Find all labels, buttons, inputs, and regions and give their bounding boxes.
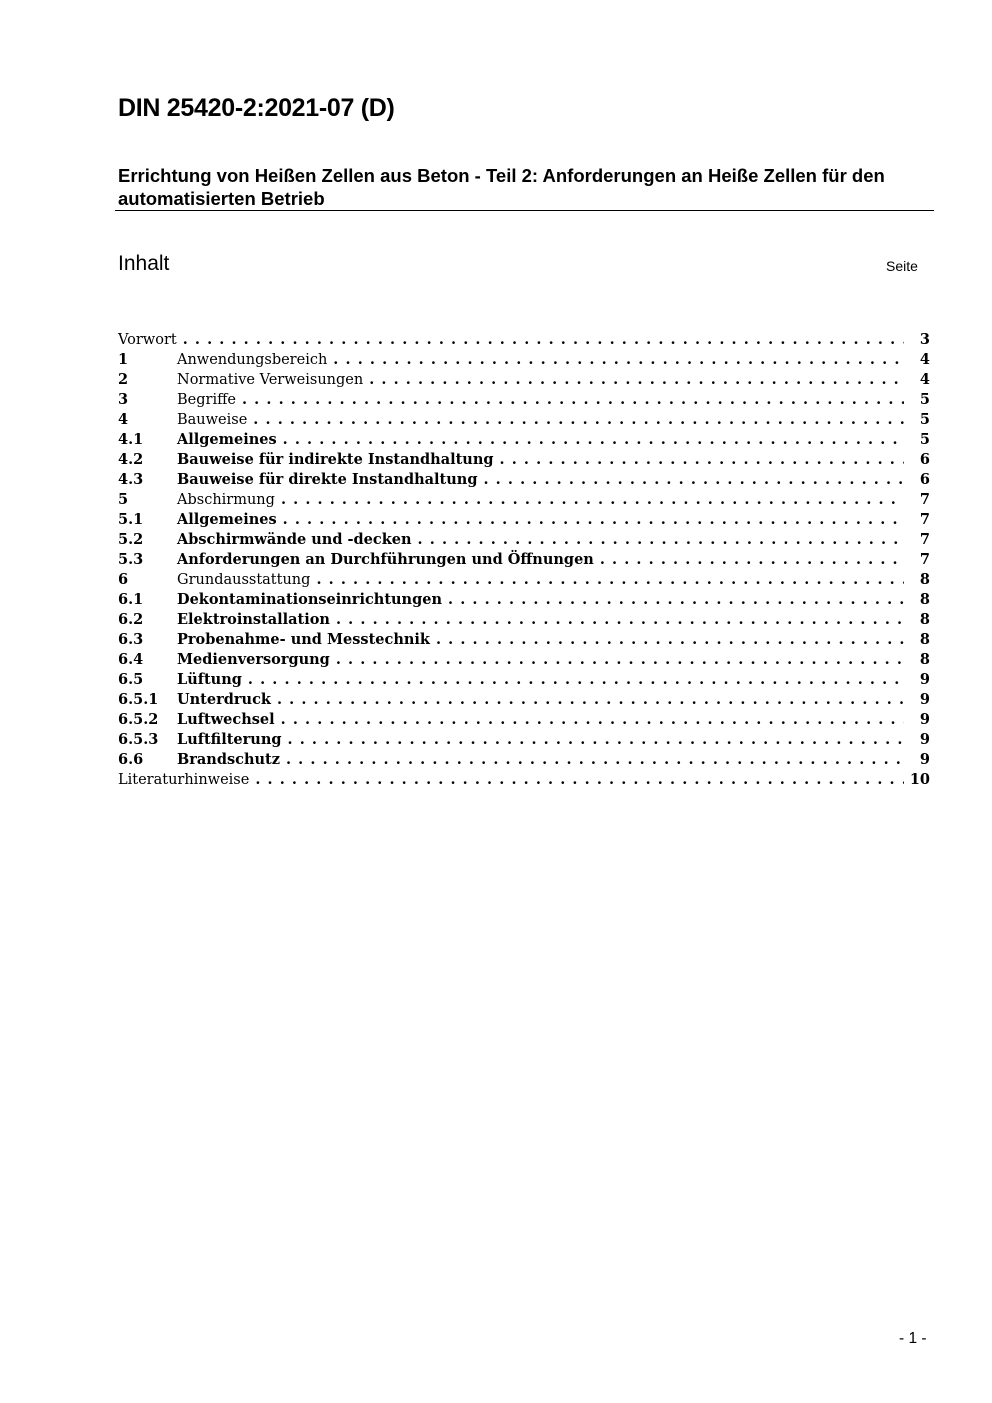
toc-entry-label: Luftfilterung xyxy=(177,731,282,748)
toc-entry-number: 3 xyxy=(118,391,129,408)
toc-entry-number: 1 xyxy=(118,351,129,368)
toc-dot-leader xyxy=(281,490,904,510)
toc-entry-page: 8 xyxy=(919,591,930,608)
toc-entry-label: Bauweise für indirekte Instandhaltung xyxy=(177,451,494,468)
toc-entry-label: Brandschutz xyxy=(177,751,280,768)
toc-dot-leader xyxy=(500,450,904,470)
toc-dot-leader xyxy=(281,710,904,730)
toc-entry-number: 4 xyxy=(118,411,129,428)
toc-entry-number: 6.1 xyxy=(118,591,144,608)
toc-entry-number: 6.5.2 xyxy=(118,711,159,728)
toc-entry-label: Abschirmwände und -decken xyxy=(177,531,412,548)
toc-entry[interactable] xyxy=(118,430,930,450)
toc-entry-label: Probenahme- und Messtechnik xyxy=(177,631,430,648)
toc-entry-label: Luftwechsel xyxy=(177,711,275,728)
toc-dot-leader xyxy=(369,370,904,390)
toc-entry-label: Anwendungsbereich xyxy=(177,352,328,368)
toc-entry-number: 5.2 xyxy=(118,531,144,548)
toc-entry-page: 5 xyxy=(919,391,930,408)
toc-entry-page: 7 xyxy=(919,551,930,568)
toc-entry-page: 5 xyxy=(919,431,930,448)
toc-entry-page: 6 xyxy=(919,471,930,488)
toc-entry-label: Anforderungen an Durchführungen und Öffnungen xyxy=(177,551,594,568)
footer-page-number: - 1 - xyxy=(899,1330,927,1347)
toc-dot-leader xyxy=(283,430,904,450)
toc-dot-leader xyxy=(418,530,904,550)
toc-entry-label: Literaturhinweise xyxy=(118,772,250,788)
toc-entry-label: Abschirmung xyxy=(177,492,275,508)
toc-dot-leader xyxy=(333,350,904,370)
toc-entry-number: 6.5.1 xyxy=(118,691,159,708)
toc-entry-label: Allgemeines xyxy=(177,431,277,448)
toc-entry-number: 6.4 xyxy=(118,651,144,668)
toc-entry-page: 9 xyxy=(919,691,930,708)
toc-entry-label: Normative Verweisungen xyxy=(177,372,364,388)
toc-entry-label: Bauweise für direkte Instandhaltung xyxy=(177,471,478,488)
toc-entry[interactable] xyxy=(118,410,930,430)
toc-entry[interactable] xyxy=(118,350,930,370)
document-id: DIN 25420-2:2021-07 (D) xyxy=(118,94,395,122)
toc-entry[interactable] xyxy=(118,390,930,410)
toc-entry-number: 6.2 xyxy=(118,611,144,628)
toc-entry-page: 7 xyxy=(919,491,930,508)
toc-entry-page: 9 xyxy=(919,711,930,728)
toc-entry-number: 6.6 xyxy=(118,751,144,768)
toc-entry[interactable] xyxy=(118,330,930,350)
toc-entry-label: Lüftung xyxy=(177,671,242,688)
toc-entry-page: 10 xyxy=(909,771,930,788)
toc-entry-number: 5.1 xyxy=(118,511,144,528)
toc-dot-leader xyxy=(448,590,904,610)
toc-entry-page: 6 xyxy=(919,451,930,468)
toc-entry-page: 8 xyxy=(919,631,930,648)
toc-entry-number: 6.3 xyxy=(118,631,144,648)
toc-entry-label: Unterdruck xyxy=(177,691,271,708)
toc-entry[interactable] xyxy=(118,710,930,730)
toc-entry-page: 9 xyxy=(919,731,930,748)
toc-dot-leader xyxy=(600,550,904,570)
toc-entry[interactable] xyxy=(118,750,930,770)
toc-dot-leader xyxy=(336,610,904,630)
toc-dot-leader xyxy=(283,510,904,530)
toc-entry[interactable] xyxy=(118,530,930,550)
toc-entry-page: 4 xyxy=(919,351,930,368)
toc-entry[interactable] xyxy=(118,470,930,490)
page-column-label: Seite xyxy=(886,258,918,274)
toc-entry-number: 6.5.3 xyxy=(118,731,159,748)
toc-entry-number: 5 xyxy=(118,491,129,508)
toc-dot-leader xyxy=(436,630,904,650)
toc-entry-page: 8 xyxy=(919,611,930,628)
title-divider xyxy=(115,210,934,211)
toc-entry[interactable] xyxy=(118,770,930,790)
toc-dot-leader xyxy=(242,390,904,410)
toc-entry-page: 8 xyxy=(919,651,930,668)
toc-entry-number: 5.3 xyxy=(118,551,144,568)
toc-entry-number: 6.5 xyxy=(118,671,144,688)
toc-entry[interactable] xyxy=(118,570,930,590)
toc-entry[interactable] xyxy=(118,490,930,510)
toc-dot-leader xyxy=(288,730,904,750)
toc-entry-number: 4.3 xyxy=(118,471,144,488)
toc-entry[interactable] xyxy=(118,650,930,670)
toc-entry-label: Allgemeines xyxy=(177,511,277,528)
toc-entry-label: Grundausstattung xyxy=(177,572,311,588)
toc-entry-label: Begriffe xyxy=(177,392,236,408)
toc-entry-page: 4 xyxy=(919,371,930,388)
toc-entry[interactable] xyxy=(118,630,930,650)
toc-entry-number: 4.1 xyxy=(118,431,144,448)
toc-entry[interactable] xyxy=(118,610,930,630)
toc-dot-leader xyxy=(286,750,904,770)
toc-entry-number: 4.2 xyxy=(118,451,144,468)
toc-entry-number: 6 xyxy=(118,571,129,588)
toc-entry-label: Dekontaminationseinrichtungen xyxy=(177,591,443,608)
toc-entry-label: Elektroinstallation xyxy=(177,611,330,628)
toc-entry[interactable] xyxy=(118,730,930,750)
toc-dot-leader xyxy=(248,670,904,690)
toc-dot-leader xyxy=(183,330,904,350)
toc-entry-label: Vorwort xyxy=(118,332,177,348)
toc-entry-page: 3 xyxy=(919,331,930,348)
toc-entry-page: 7 xyxy=(919,511,930,528)
toc-dot-leader xyxy=(255,770,903,790)
toc-dot-leader xyxy=(483,470,904,490)
toc-entry[interactable] xyxy=(118,670,930,690)
toc-entry-page: 8 xyxy=(919,571,930,588)
toc-entry-label: Bauweise xyxy=(177,412,248,428)
document-title: Errichtung von Heißen Zellen aus Beton - Teil 2: Anforderungen an Heiße Zellen für den automatisierten Betrieb xyxy=(118,165,885,209)
toc-dot-leader xyxy=(253,410,904,430)
toc-entry[interactable] xyxy=(118,370,930,390)
toc-entry-page: 5 xyxy=(919,411,930,428)
toc-entry-page: 9 xyxy=(919,751,930,768)
toc-dot-leader xyxy=(316,570,904,590)
toc-entry-page: 9 xyxy=(919,671,930,688)
toc-entry[interactable] xyxy=(118,510,930,530)
toc-entry[interactable] xyxy=(118,550,930,570)
table-of-contents xyxy=(118,330,930,790)
toc-entry-label: Medienversorgung xyxy=(177,651,330,668)
toc-entry-page: 7 xyxy=(919,531,930,548)
toc-dot-leader xyxy=(336,650,904,670)
toc-entry[interactable] xyxy=(118,690,930,710)
toc-entry[interactable] xyxy=(118,590,930,610)
toc-dot-leader xyxy=(277,690,904,710)
toc-heading: Inhalt xyxy=(118,252,170,275)
toc-entry[interactable] xyxy=(118,450,930,470)
toc-entry-number: 2 xyxy=(118,371,129,388)
